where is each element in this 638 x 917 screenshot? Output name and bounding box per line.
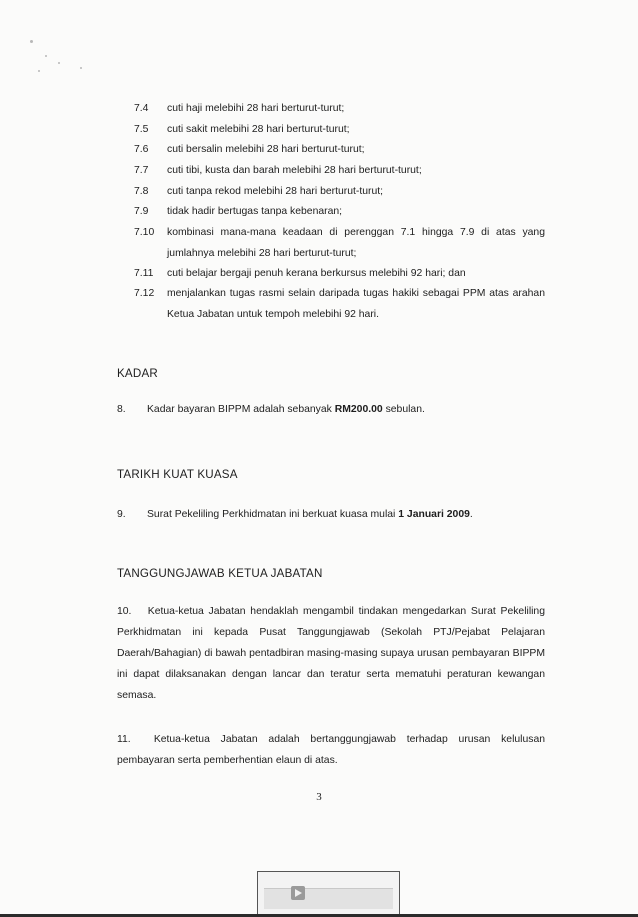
paragraph-text: Kadar bayaran BIPPM adalah sebanyak <box>147 404 335 415</box>
section-heading-tanggungjawab: TANGGUNGJAWAB KETUA JABATAN <box>117 567 323 580</box>
paragraph-text-end: sebulan. <box>382 404 425 415</box>
viewer-toolbar <box>257 871 400 917</box>
list-item-number: 7.12 <box>134 288 155 299</box>
rate-amount: RM200.00 <box>334 404 383 415</box>
list-item-number: 7.5 <box>134 124 149 135</box>
paragraph-number: 10. <box>117 606 132 617</box>
list-item-text: cuti bersalin melebihi 28 hari berturut-turut; <box>167 144 365 155</box>
paragraph-number: 8. <box>117 404 126 415</box>
paragraph-number: 9. <box>117 509 126 520</box>
list-item-number: 7.10 <box>134 227 155 238</box>
list-item-text: kombinasi mana-mana keadaan di perenggan 7.1 hingga 7.9 di atas yang jumlahnya melebihi 28 hari berturut-turut; <box>167 227 545 259</box>
paragraph-11 <box>117 729 545 771</box>
section-heading-tarikh-kuat-kuasa: TARIKH KUAT KUASA <box>117 468 238 481</box>
list-item-number: 7.11 <box>134 268 154 279</box>
paragraph-number: 11. <box>117 734 131 745</box>
list-item-text: cuti tanpa rekod melebihi 28 hari berturut-turut; <box>167 186 384 197</box>
play-icon <box>294 889 302 897</box>
list-item-number: 7.7 <box>134 165 149 176</box>
paragraph-9 <box>117 509 473 520</box>
list-item-text: menjalankan tugas rasmi selain daripada tugas hakiki sebagai PPM atas arahan Ketua Jabatan untuk tempoh melebihi 92 hari. <box>167 288 545 320</box>
effective-date: 1 Januari 2009 <box>398 509 470 520</box>
list-item-number: 7.8 <box>134 186 149 197</box>
list-item-text: tidak hadir bertugas tanpa kebenaran; <box>167 206 343 217</box>
paragraph-text-end: . <box>469 509 473 520</box>
paragraph-text: Surat Pekeliling Perkhidmatan ini berkuat kuasa mulai <box>147 509 399 520</box>
list-item-number: 7.4 <box>134 103 149 114</box>
scan-speck <box>45 55 47 57</box>
viewer-progress-track[interactable] <box>264 888 393 909</box>
paragraph-text: Ketua-ketua Jabatan adalah bertanggungjawab terhadap urusan kelulusan pembayaran serta pemberhentian elaun di atas. <box>117 734 546 766</box>
scan-speck <box>58 62 60 64</box>
list-item-number: 7.6 <box>134 144 149 155</box>
list-item-number: 7.9 <box>134 206 149 217</box>
paragraph-8 <box>117 404 425 415</box>
scan-speck <box>30 40 33 43</box>
paragraph-10 <box>117 601 545 706</box>
scan-speck <box>38 70 40 72</box>
list-item-text: cuti belajar bergaji penuh kerana berkursus melebihi 92 hari; dan <box>167 268 466 279</box>
section-heading-kadar: KADAR <box>117 367 158 380</box>
list-item-text: cuti haji melebihi 28 hari berturut-turut; <box>167 103 345 114</box>
play-button[interactable] <box>291 886 305 900</box>
scan-speck <box>80 67 82 69</box>
page-number: 3 <box>316 791 322 803</box>
list-item-text: cuti sakit melebihi 28 hari berturut-turut; <box>167 124 350 135</box>
paragraph-text: Ketua-ketua Jabatan hendaklah mengambil tindakan mengedarkan Surat Pekeliling Perkhidmatan ini kepada Pusat Tanggungjawab (Sekolah PTJ/Pejabat Pelajaran Daerah/Bahagian) di bawah pentadbiran masing-masing supaya urusan pembayaran BIPPM ini dapat dilaksanakan dengan lancar dan teratur serta mematuhi peraturan kewangan semasa. <box>117 606 545 701</box>
list-item-text: cuti tibi, kusta dan barah melebihi 28 hari berturut-turut; <box>167 165 422 176</box>
